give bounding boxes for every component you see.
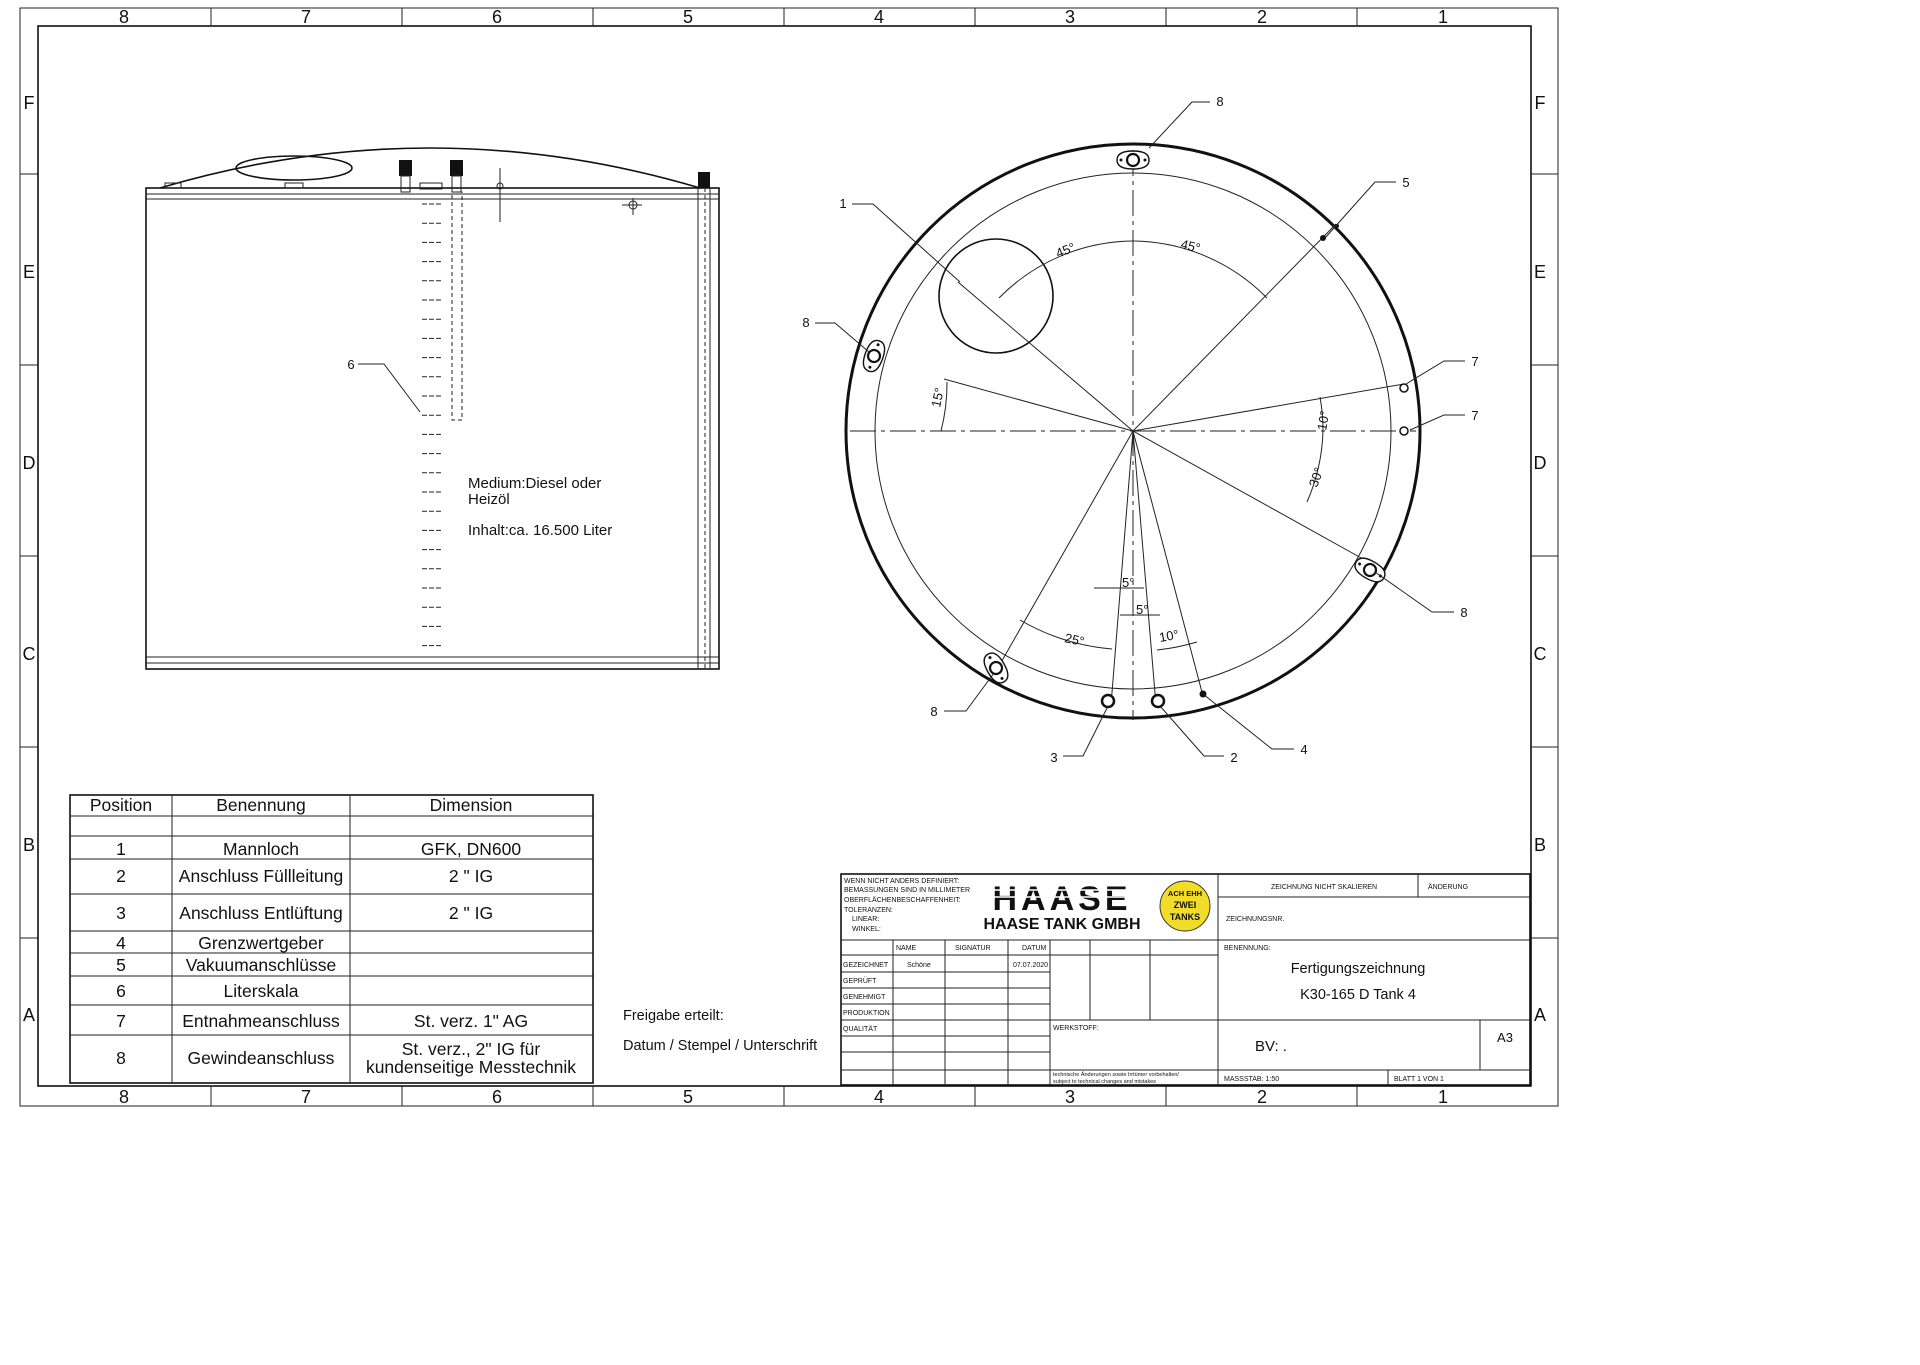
row-label: D [1533,453,1547,473]
angle-label: 25° [1063,630,1086,650]
balloon-label: 3 [1050,750,1058,765]
radial-line [1133,384,1404,431]
row-labels-left [23,93,36,1025]
flange-body [860,338,888,374]
angle-label: 45° [1053,239,1078,261]
column-label: 2 [1256,7,1268,27]
row-label: B [1533,835,1547,855]
disclaimer-en: subject to technical changes and mistakes [1053,1079,1157,1085]
row-pos: 4 [116,933,126,953]
row-label: C [1533,644,1547,664]
no-scale-label: ZEICHNUNG NICHT SKALIEREN [1270,884,1378,891]
column-label: 3 [1064,1087,1076,1107]
column-label: 4 [873,1087,885,1107]
header-dimension: Dimension [429,795,513,815]
badge-text: ACH EHH [1167,889,1203,898]
angle-label: 15° [928,386,948,409]
logo-text: HAASE [992,880,1132,918]
tb-note: BEMASSUNGEN SIND IN MILLIMETER [844,887,971,894]
balloon-label: 6 [347,357,355,372]
row-name: Anschluss Füllleitung [178,866,344,886]
header-name: Benennung [216,795,306,815]
balloon-label: 7 [1471,354,1479,369]
column-label: 6 [491,1087,503,1107]
badge-logo [1160,881,1210,931]
row-pos: 7 [116,1011,126,1031]
radial-line [944,379,1133,431]
row-dim: St. verz., 2" IG für [401,1039,541,1059]
row-dim: GFK, DN600 [420,839,522,859]
medium-label: Medium:Diesel oder [468,475,602,492]
row-name: Grenzwertgeber [198,933,324,953]
drawing-title: Fertigungszeichnung [1290,961,1426,977]
column-label: 8 [118,1087,130,1107]
row-pos: 1 [116,839,126,859]
role-label: GEPRÜFT [843,978,877,985]
badge-text: ZWEI [1173,900,1197,910]
balloon-label: 7 [1471,408,1479,423]
drawing-no-label: ZEICHNUNGSNR. [1226,916,1285,923]
tank-top-view [846,144,1420,720]
column-label: 1 [1437,1087,1449,1107]
nozzle-7-upper [1400,384,1408,392]
tb-note: WENN NICHT ANDERS DEFINIERT: [844,878,960,885]
role-label: QUALITÄT [843,1026,878,1033]
parts-table [70,795,593,1083]
company-name: HAASE TANK GMBH [983,916,1141,933]
row-label: F [23,93,35,113]
column-label: 4 [873,7,885,27]
balloon-label: 4 [1300,742,1308,757]
balloon-6 [347,357,420,412]
row-label: F [1534,93,1546,113]
angle-label: 30° [1305,465,1327,490]
radial-line [1111,431,1133,705]
tank-side-view [146,148,719,669]
radial-line [1133,431,1156,705]
title-block [841,874,1530,1085]
radial-line [1133,224,1336,431]
change-label: ÄNDERUNG [1428,884,1469,891]
row-dim-cont: kundenseitige Messtechnik [365,1057,577,1077]
drawn-date: 07.07.2020 [1013,962,1049,969]
row-label: A [22,1005,36,1025]
angle-label: 45° [1179,236,1202,256]
angle-label: 10° [1314,409,1333,432]
radial-line [958,282,1133,431]
row-label: E [1533,262,1547,282]
col-signature: SIGNATUR [955,945,991,952]
nozzle-3 [1102,695,1114,707]
balloon-label: 8 [930,704,938,719]
title-label: BENENNUNG: [1224,945,1271,952]
drawn-by: Schöne [907,962,931,969]
drawing-subtitle: K30-165 D Tank 4 [1300,987,1416,1003]
row-name: Literskala [223,981,299,1001]
tb-note: TOLERANZEN: [844,907,893,914]
badge-text: TANKS [1169,912,1201,922]
tb-note: WINKEL: [852,926,881,933]
role-label: GEZEICHNET [843,962,889,969]
row-dim: 2 " IG [448,866,494,886]
row-pos: 2 [116,866,126,886]
row-labels-right [1534,93,1547,1025]
angle-labels [928,236,1332,649]
nozzle-8-bottom [980,650,1012,687]
row-label: B [22,835,36,855]
col-name: NAME [896,945,917,952]
balloon-label: 1 [839,196,847,211]
liter-scale [422,204,442,646]
angle-label: 10° [1157,626,1180,645]
column-label: 7 [300,1087,312,1107]
balloon-label: 8 [1460,605,1468,620]
medium-label-cont: Heizöl [468,491,510,508]
role-label: GENEHMIGT [843,994,886,1001]
flange-bolt [1144,159,1147,162]
scale-label: MASSSTAB: 1:50 [1224,1076,1280,1083]
radial-line [1133,431,1203,696]
column-label: 2 [1256,1087,1268,1107]
haase-logo [978,880,1146,918]
radial-line [1133,431,1372,564]
column-label: 8 [118,7,130,27]
row-pos: 3 [116,903,126,923]
column-label: 5 [682,1087,694,1107]
balloon-label: 8 [1216,94,1224,109]
role-label: PRODUKTION [843,1010,890,1017]
row-label: D [22,453,36,473]
format-label: A3 [1497,1030,1513,1045]
angle-label: 5° [1136,602,1149,617]
row-name: Anschluss Entlüftung [179,903,343,923]
nozzle-2 [1152,695,1164,707]
balloon-label: 8 [802,315,810,330]
column-label: 3 [1064,7,1076,27]
row-label: E [22,262,36,282]
sheet-label: BLATT 1 VON 1 [1394,1076,1444,1083]
nozzle-8-left [860,338,888,374]
flange-body [980,650,1012,687]
row-name: Vakuumanschlüsse [185,955,337,975]
tb-note: LINEAR: [852,916,880,923]
disclaimer: technische Änderungen sowie Irrtümer vorbehalten/ [1053,1072,1179,1078]
row-dim: 2 " IG [448,903,494,923]
bv-label: BV: . [1255,1038,1287,1055]
balloon-label: 2 [1230,750,1238,765]
nozzle-7-lower [1400,427,1408,435]
row-pos: 5 [116,955,126,975]
column-label: 5 [682,7,694,27]
approval-label: Freigabe erteilt: [623,1008,724,1024]
row-pos: 8 [116,1048,126,1068]
row-dim: St. verz. 1" AG [413,1011,529,1031]
header-position: Position [89,795,153,815]
row-pos: 6 [116,981,126,1001]
column-label: 1 [1437,7,1449,27]
column-label: 6 [491,7,503,27]
row-label: A [1533,1005,1547,1025]
radial-line [995,431,1133,673]
row-name: Gewindeanschluss [187,1048,335,1068]
approval-fields-label: Datum / Stempel / Unterschrift [623,1038,818,1054]
material-label: WERKSTOFF: [1053,1025,1099,1032]
column-label: 7 [300,7,312,27]
row-label: C [22,644,36,664]
row-name: Entnahmeanschluss [182,1011,340,1031]
col-date: DATUM [1022,945,1047,952]
content-label: Inhalt:ca. 16.500 Liter [468,522,613,539]
flange-bolt [1120,159,1123,162]
nozzle-8-top [1117,151,1149,169]
angle-label: 5° [1122,575,1135,590]
tb-note: OBERFLÄCHENBESCHAFFENHEIT: [844,897,961,904]
balloon-label: 5 [1402,175,1410,190]
row-name: Mannloch [223,839,299,859]
